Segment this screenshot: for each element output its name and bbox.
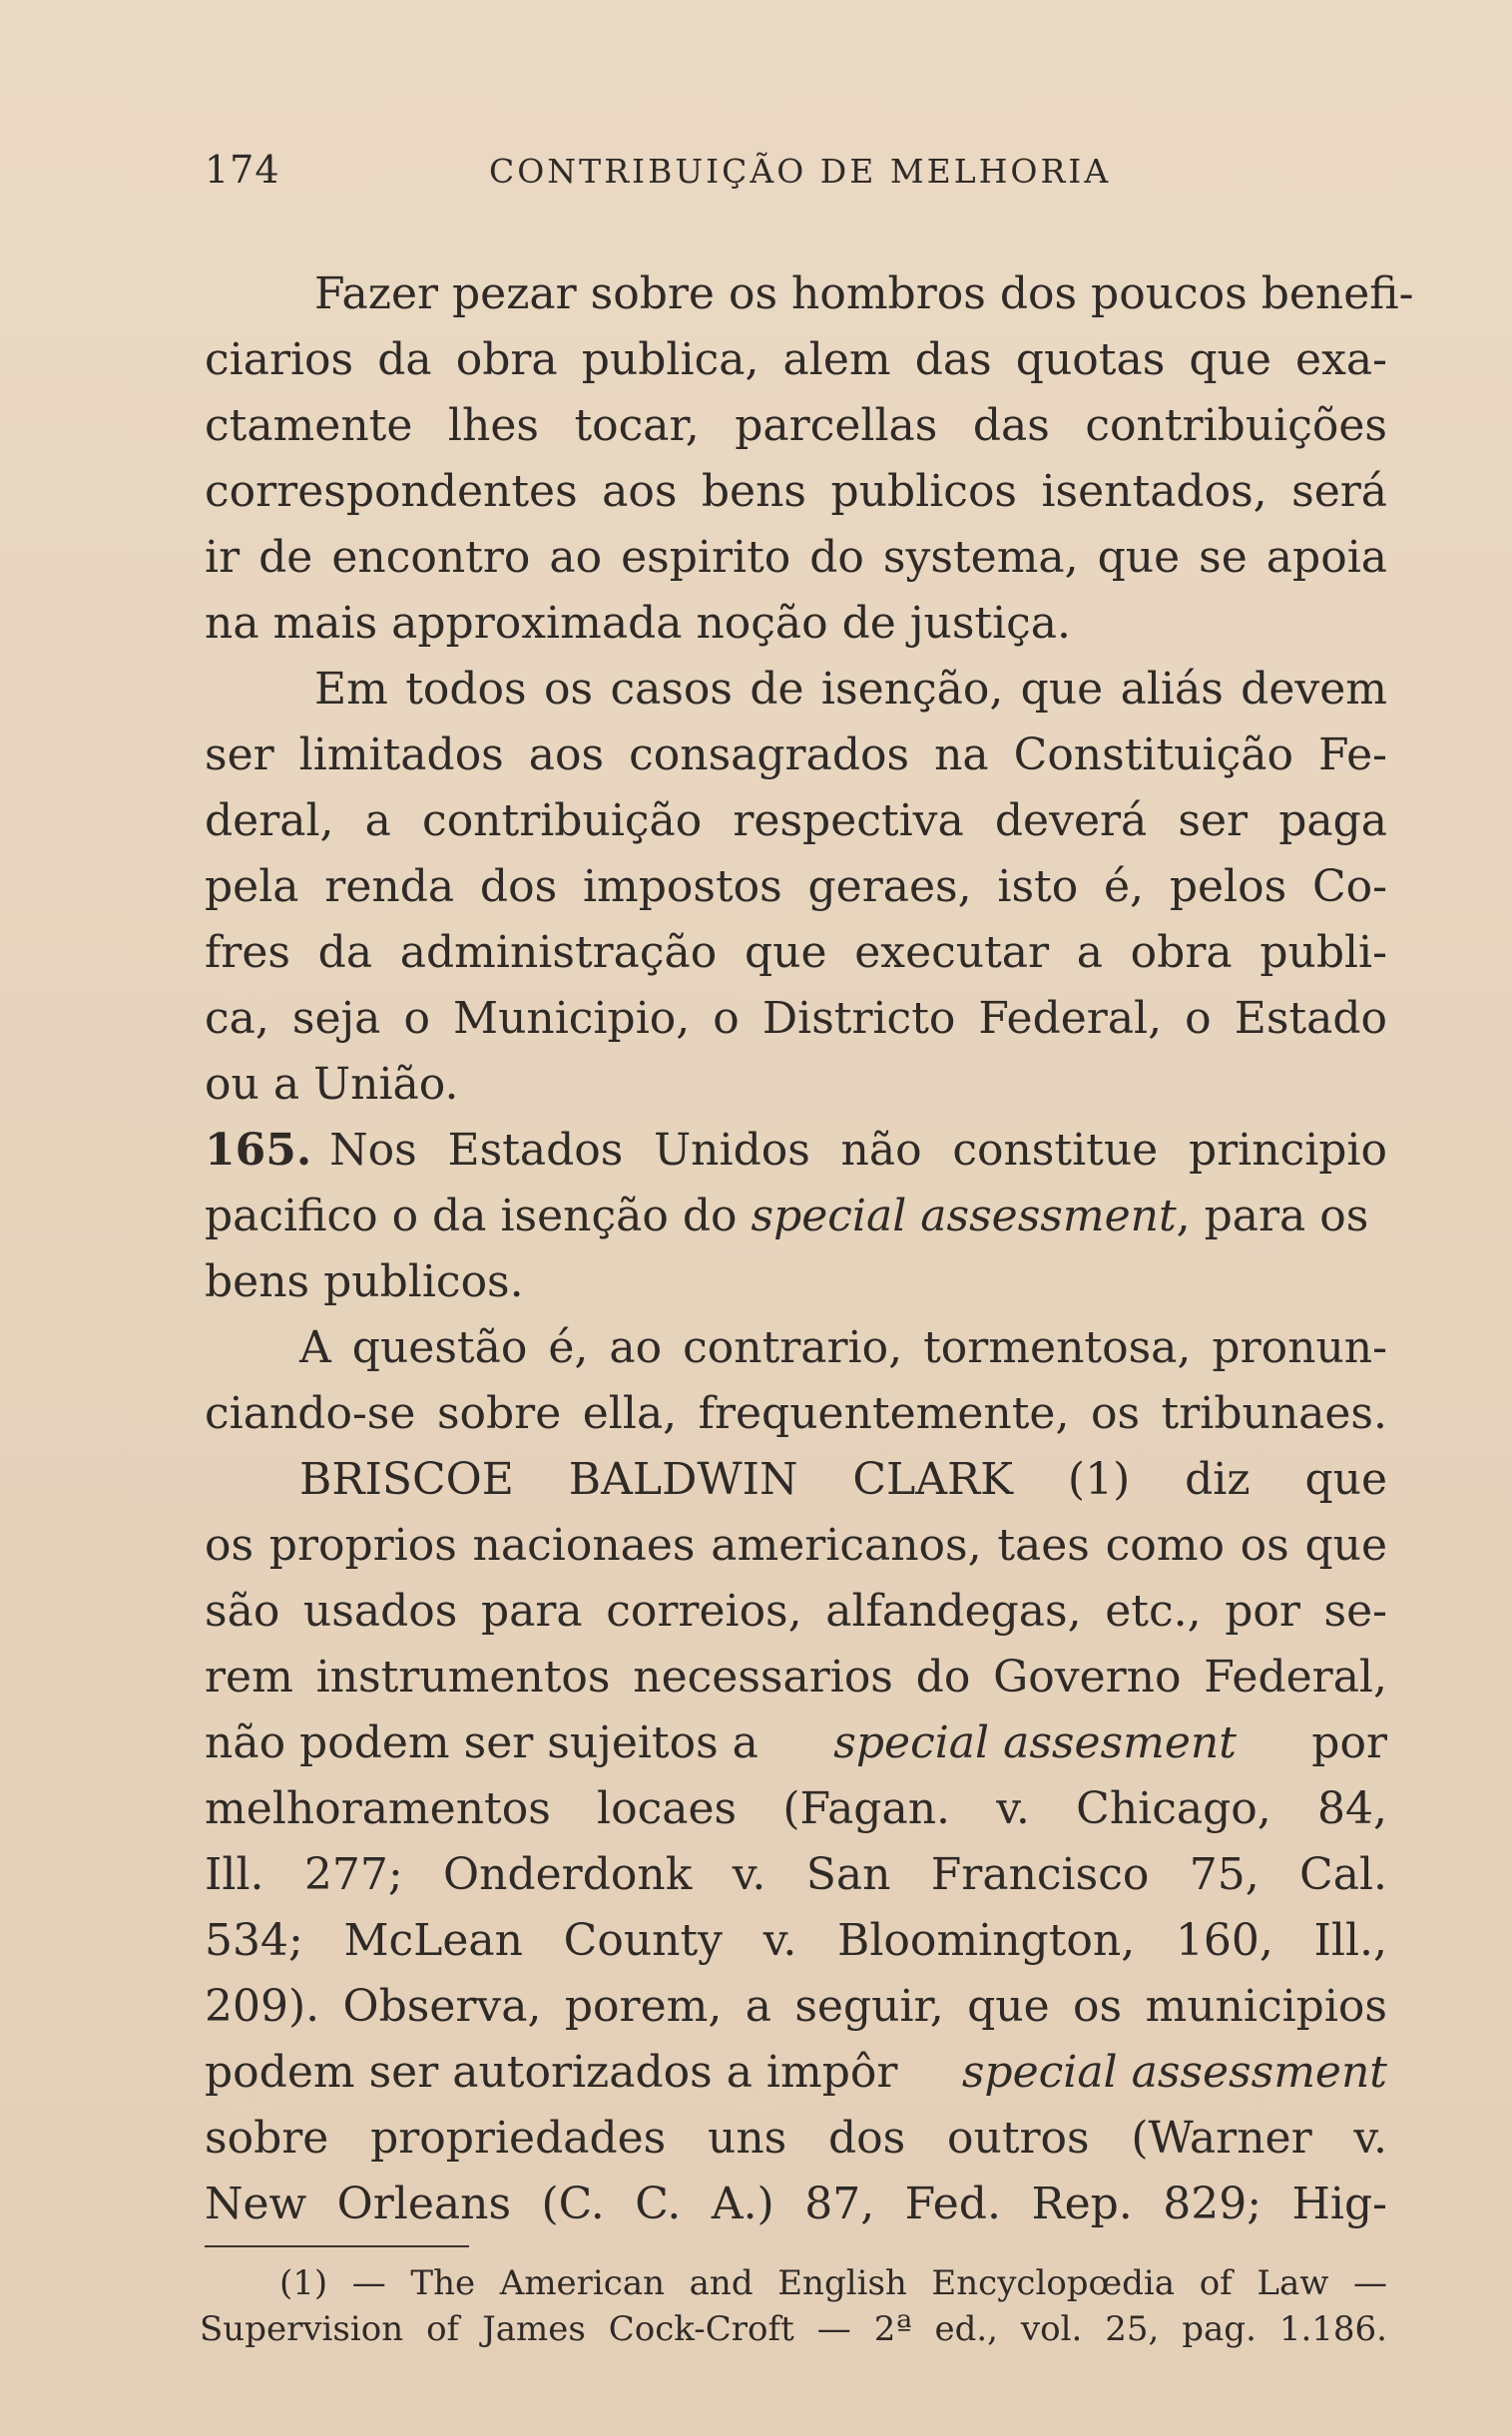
footnote-line: Supervision of James Cock-Croft — 2ª ed., vol. 25, pag. 1.186. [200, 2309, 1387, 2349]
text-fragment: , para os [1176, 1191, 1369, 1241]
text-line: rem instrumentos necessarios do Governo Federal, [205, 1652, 1387, 1703]
text-fragment: por [1311, 1717, 1387, 1768]
text-line: 534; McLean County v. Bloomington, 160, Ill., [205, 1915, 1387, 1966]
text-line [205, 1184, 1387, 1249]
text-line: ser limitados aos consagrados na Constituição Fe- [205, 730, 1387, 780]
footnotes [200, 2260, 1387, 2352]
section-165-first-line [205, 1118, 1387, 1184]
section-number: 165. [205, 1125, 312, 1176]
italic-term: special assessment [961, 2047, 1387, 2098]
text-line: 209). Observa, porem, a seguir, que os municipios [205, 1981, 1387, 2032]
italic-term: special assesment [833, 1717, 1237, 1768]
text-line: fres da administração que executar a obra publi- [205, 927, 1387, 978]
text-line: ctamente lhes tocar, parcellas das contribuições [205, 400, 1387, 451]
text-line: ou a União. [205, 1059, 459, 1110]
text-line: New Orleans (C. C. A.) 87, Fed. Rep. 829; Hig- [205, 2179, 1387, 2229]
text-line: pela renda dos impostos geraes, isto é, pelos Co- [205, 861, 1387, 912]
text-line [205, 1710, 1387, 1776]
italic-term: special assessment [751, 1191, 1177, 1241]
text-fragment: não podem ser sujeitos a [205, 1717, 758, 1768]
text-line: na mais approximada noção de justiça. [205, 598, 1072, 649]
text-line: são usados para correios, alfandegas, etc., por se- [205, 1586, 1387, 1637]
text-line: Em todos os casos de isenção, que aliás devem [314, 664, 1387, 715]
text-line [205, 2040, 1387, 2106]
text-line: ca, seja o Municipio, o Districto Federal, o Estado [205, 993, 1387, 1044]
text-line: ir de encontro ao espirito do systema, que se apoia [205, 532, 1387, 583]
text-line: Ill. 277; Onderdonk v. San Francisco 75, Cal. [205, 1849, 1387, 1900]
text-line: correspondentes aos bens publicos isentados, será [205, 466, 1387, 517]
text-line: sobre propriedades uns dos outros (Warner v. [205, 2113, 1387, 2164]
text-line: A questão é, ao contrario, tormentosa, pronun- [299, 1322, 1387, 1373]
footnote-divider [205, 2245, 469, 2247]
running-title: CONTRIBUIÇÃO DE MELHORIA [489, 152, 1112, 191]
text-line: deral, a contribuição respectiva deverá ser paga [205, 795, 1387, 846]
footnote-line: (1) — The American and English Encyclopœdia of Law — [279, 2263, 1387, 2303]
text-line: bens publicos. [205, 1256, 524, 1307]
text-line: melhoramentos locaes (Fagan. v. Chicago, 84, [205, 1783, 1387, 1834]
text-line: os proprios nacionaes americanos, taes como os que [205, 1520, 1387, 1571]
page-number: 174 [205, 148, 280, 192]
text-fragment: pacifico o da isenção do [205, 1191, 738, 1241]
text-line: ciando-se sobre ella, frequentemente, os tribunaes. [205, 1388, 1387, 1439]
text-fragment: podem ser autorizados a impôr [205, 2047, 898, 2098]
body-text [205, 261, 1414, 2237]
text-line-fragment: Nos Estados Unidos não constitue principio [329, 1125, 1387, 1176]
text-line: ciarios da obra publica, alem das quotas que exa- [205, 334, 1387, 385]
text-line: Fazer pezar sobre os hombros dos poucos benefi- [314, 268, 1414, 319]
text-line: BRISCOE BALDWIN CLARK (1) diz que [299, 1454, 1387, 1505]
running-head [205, 148, 1387, 208]
